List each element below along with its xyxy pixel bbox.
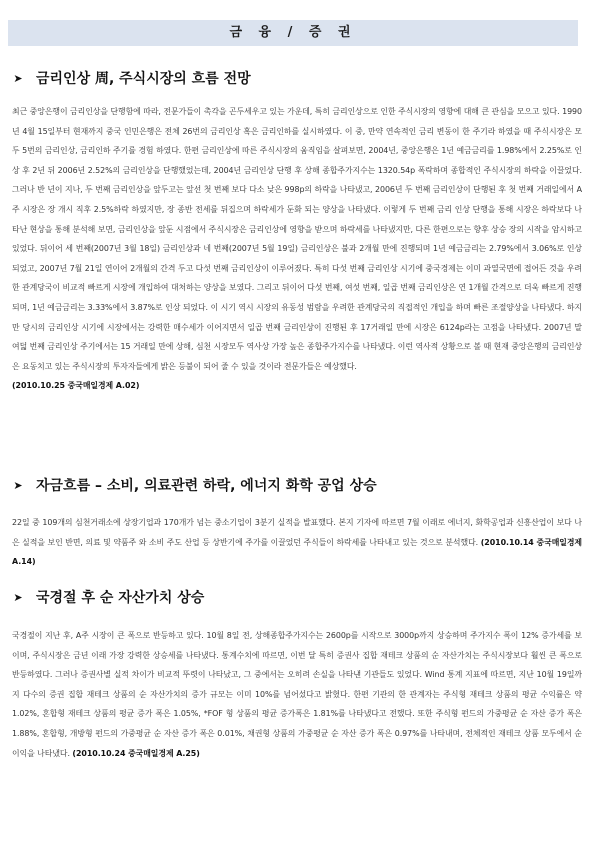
article-title-text: 금리인상 周, 주식시장의 흐름 전망 [36, 71, 251, 87]
article-title-2 [10, 477, 585, 495]
article-source: (2010.10.24 중국매일경제 A.25) [72, 748, 200, 758]
article-body-text: 국경절이 지난 후, A주 시장이 큰 폭으로 반등하고 있다. 10월 8일 전, 상해종합주가지수는 2600p를 시작으로 3000p까지 상승하며 주가지수 폭이 12% 증가세를 보이며, 주식시장은 금년 이래 가장 강력한 상승세를 나타냈다. 통계수치에 따르면, 이번 달 특히 증권사 집합 재테크 상품의 순 자산가치는 주식시장보다 훨씬 큰 폭으로 반등하였다. 그러나 증권사별 실적 차이가 비교적 뚜렷이 나타났고, 그 중에서는 오히려 손실을 나타낸 기관들도 있었다. Wind 통계 지표에 따르면, 지난 10월 19일까지 다수의 증권 집합 재테크 상품의 순 자산가치의 증가 규모는 이미 10%를 넘어섰다고 밝혔다. 한편 기관의 한 관계자는 주식형 재테크 상품의 평균 수익률은 약 1.02%, 혼합형 재테크 상품의 평균 증가 폭은 1.05%, *FOF 형 상품의 평균 증가폭은 1.81%를 나타냈다고 전했다. 또한 주식형 펀드의 가중평균 순 자산 증가 폭은 1.88%, 혼합형, 개방형 펀드의 가중평균 순 자산 증가 폭은 0.01%, 채권형 상품의 가중평균 순 자산 증가 폭은 0.97%를 나타내며, 전체적인 재테크 상품 모두에서 순 이익을 나타냈다. [12, 631, 582, 758]
article-body-text: 22일 중 109개의 심천거래소에 상장기업과 170개가 넘는 중소기업이 3분기 실적을 발표했다. 본지 기자에 따르면 7월 이래로 에너지, 화학공업과 신흥산업이 보다 나은 실적을 보인 반면, 의료 및 약품주 와 소비 주도 산업 등 상반기에 주가를 이끌었던 주식들이 하락세를 나타내고 있는 것으로 분석했다. [12, 518, 582, 547]
arrow-bullet-icon: ➤ [13, 591, 23, 604]
article-body-3 [12, 626, 582, 763]
article-title-text: 국경절 후 순 자산가치 상승 [36, 590, 205, 606]
article-body-1 [12, 102, 582, 396]
arrow-bullet-icon: ➤ [13, 72, 23, 85]
article-body-2 [12, 513, 582, 572]
category-header [8, 20, 578, 46]
article-source: (2010.10.25 중국매일경제 A.02) [12, 381, 140, 391]
arrow-bullet-icon: ➤ [13, 479, 23, 492]
article-body-text: 최근 중앙은행이 금리인상을 단행함에 따라, 전문가들이 촉각을 곤두세우고 있는 가운데, 특히 금리인상으로 인한 주식시장의 영향에 대해 큰 관심을 모으고 있다. 1990년 4월 15일부터 현재까지 중국 인민은행은 전체 26번의 금리인상 혹은 금리인하를 실시하였다. 이 중, 만약 연속적인 금리 변동이 한 주기라 하였을 때 주식시장은 모두 5번의 금리인상, 금리인하 주기를 경험 하였다. 한편 금리인상에 따른 주식시장의 움직임을 살펴보면, 2004년, 중앙은행은 1년 예금금리를 1.98%에서 2.25%로 인상 후 2년 뒤 2006년 2.52%의 금리인상을 단행했었는데, 2004년 금리인상 단행 후 상해 종합주가지수는 1320.54p 폭락하며 종합적인 주식시장의 하락을 이끌었다. 그러나 반 년이 지나, 두 번째 금리인상을 앞두고는 앞선 첫 번째 보다 다소 낮은 998p의 하락을 나타냈고, 2006년 두 번째 금리인상이 단행된 후 첫 번째 거래일에서 A주 시장은 장 개시 직후 2.5%하락 하였지만, 장 종반 전세를 뒤집으며 하락세가 둔화 되는 양상을 나타냈다. 이렇게 두 번째 금리 인상 단행을 통해 시장은 하락보다 나타난 현상을 통해 분석해 보면, 금리인상을 앞둔 시점에서 주식시장은 금리인상에 영향을 받으며 하락세를 나타냈지만, 다른 한편으로는 향후 상승 장의 시작을 암시하고 있었다. 뒤이어 세 번째(2007년 3월 18일) 금리인상과 네 번째(2007년 5월 19일) 금리인상은 불과 2개월 만에 진행되며 1년 예금금리는 2.79%에서 3.06%로 인상되었고, 2007년 7월 21일 연이어 2개월의 간격 두고 다섯 번째 금리인상이 이루어졌다. 특히 다섯 번째 금리인상 시기에 중국경제는 이미 과열국면에 접어든 것을 우려한 관계당국이 비교적 빠르게 시장에 개입하여 대처하는 양상을 보였다. 그리고 뒤이어 다섯 번째, 여섯 번째, 일곱 번째 금리인상은 연 1개월 간격으로 더욱 빠르게 진행되며, 1년 예금금리는 3.33%에서 3.87%로 인상 되었다. 이 시기 역시 시장의 유동성 범람을 우려한 관계당국의 직접적인 개입을 하며 빠른 조절양상을 나타냈다. 하지만 당시의 금리인상 시기에 시장에서는 강력한 매수세가 이어지면서 일곱 번째 금리인상이 진행된 후 17거래일 만에 시장은 6124p라는 고점을 나타냈다. 2007년 말 여덟 번째 금리인상 주기에서는 15 거래일 만에 상해, 심천 시장모두 역사상 가장 높은 종합주가지수를 나타냈다. 이런 역사적 상황으로 볼 때 현재 중앙은행의 금리인상은 요동치고 있는 주식시장의 투자자들에게 밝은 등불이 되어 줄 수 있을 것이라 전문가들은 예상했다. [12, 107, 582, 371]
article-title-3 [10, 589, 585, 607]
article-title-text: 자금흐름 – 소비, 의료관련 하락, 에너지 화학 공업 상승 [36, 478, 377, 494]
article-title-1 [10, 70, 585, 88]
article-source: (2010.10.14 중국매일경제 A.14) [12, 537, 582, 567]
category-title: 금 융 / 증 권 [229, 25, 357, 40]
